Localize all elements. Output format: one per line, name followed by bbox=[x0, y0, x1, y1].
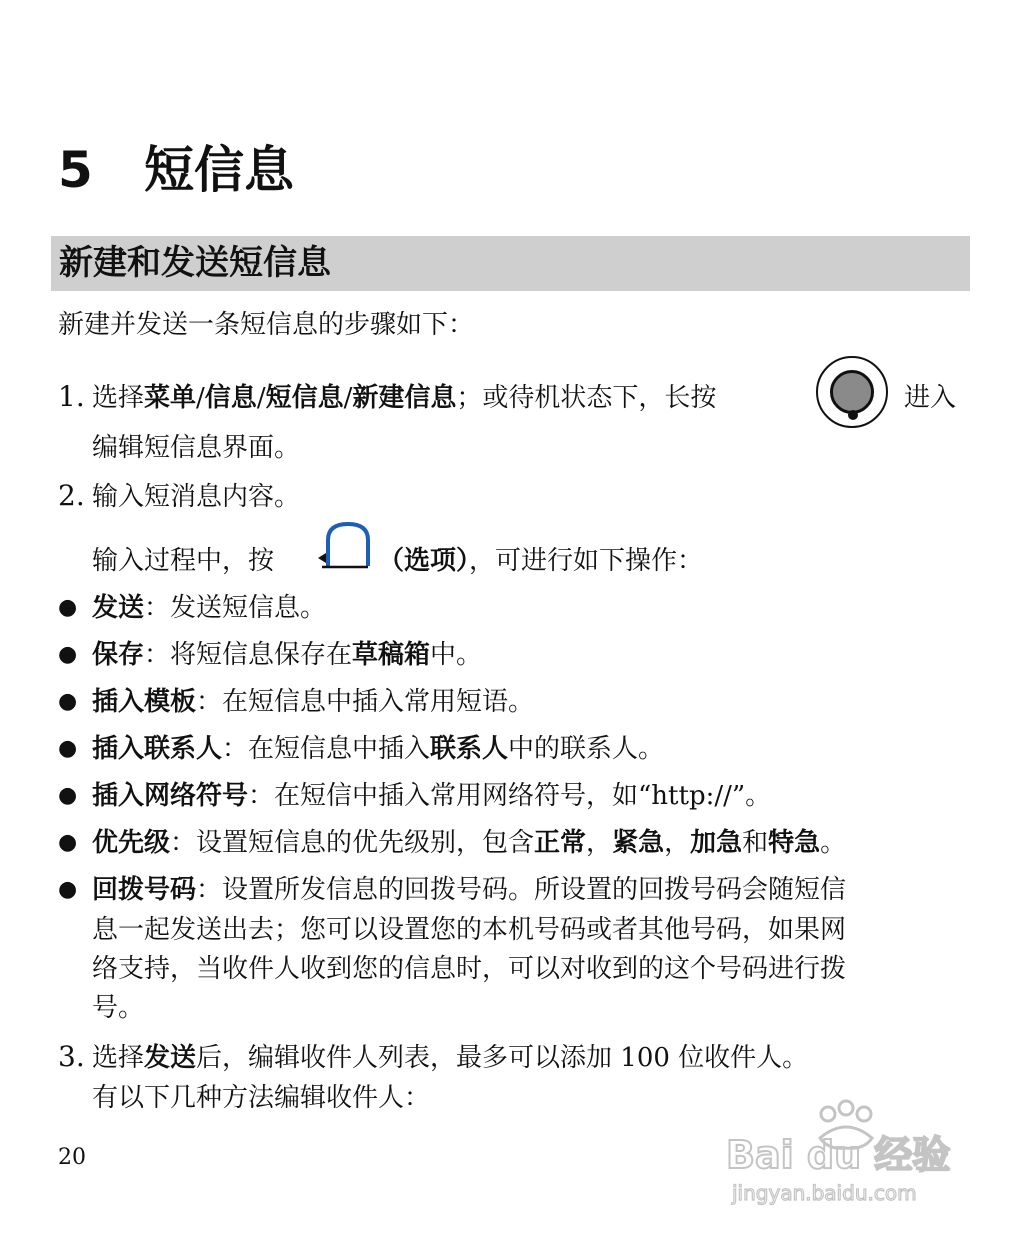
bullet-term: 优先级 bbox=[92, 828, 171, 858]
watermark-brand: Bai du 经验 bbox=[726, 1133, 951, 1177]
drafts-term: 草稿箱 bbox=[352, 640, 431, 670]
bullet-text: ， bbox=[586, 828, 613, 858]
bullet-send bbox=[92, 590, 326, 626]
chapter-heading bbox=[58, 138, 294, 202]
bullet-marker: ● bbox=[58, 830, 78, 855]
baidu-jingyan-watermark bbox=[724, 1098, 964, 1210]
express-term: 加急 bbox=[690, 828, 743, 858]
normal-term: 正常 bbox=[534, 828, 587, 858]
bullet-insert-contact bbox=[92, 731, 664, 767]
bullet-term: 插入模板 bbox=[92, 687, 197, 717]
bullet-insert-template bbox=[92, 684, 534, 720]
bullet-term: 插入联系人 bbox=[92, 734, 223, 764]
step-1-text: 选择 bbox=[92, 383, 145, 413]
emergency-term: 特急 bbox=[768, 828, 821, 858]
intro-text: 新建并发送一条短信息的步骤如下： bbox=[58, 310, 475, 340]
bullet-text: ：设置所发信息的回拨号码。所设置的回拨号码会随短信 bbox=[196, 875, 847, 905]
bullet-text: 。 bbox=[820, 828, 847, 858]
bullet-marker: ● bbox=[58, 783, 78, 808]
step-2-sub-pre: 输入过程中，按 bbox=[92, 546, 275, 576]
chapter-number: 5 bbox=[58, 141, 93, 199]
bullet-text: ：在短信息中插入常用短语。 bbox=[196, 687, 535, 717]
bullet-term: 回拨号码 bbox=[92, 875, 197, 905]
bullet-text: ， bbox=[664, 828, 691, 858]
section-title: 新建和发送短信息 bbox=[59, 243, 331, 283]
bullet-callback-cont: 息一起发送出去；您可以设置您的本机号码或者其他号码，如果网 bbox=[92, 915, 847, 945]
chapter-title: 短信息 bbox=[144, 141, 294, 199]
step-3-text: 选择 bbox=[92, 1043, 145, 1073]
section-header bbox=[51, 236, 970, 291]
bullet-term: 保存 bbox=[92, 640, 145, 670]
path-separator: / bbox=[343, 383, 353, 413]
bullet-marker: ● bbox=[58, 736, 78, 761]
step-3-text: 后，编辑收件人列表，最多可以添加 100 位收件人。 bbox=[196, 1043, 809, 1073]
contacts-term: 联系人 bbox=[430, 734, 509, 764]
step-1-line-1 bbox=[92, 380, 716, 416]
bullet-text: ：将短信息保存在 bbox=[144, 640, 353, 670]
bullet-insert-symbol bbox=[92, 778, 771, 814]
bullet-marker: ● bbox=[58, 877, 78, 902]
step-2-number: 2. bbox=[58, 479, 85, 512]
bullet-text: ：设置短信息的优先级别，包含 bbox=[170, 828, 535, 858]
bullet-text: ：发送短信息。 bbox=[144, 593, 327, 623]
new-message-term: 新建信息 bbox=[352, 383, 457, 413]
messages-term: 信息 bbox=[204, 383, 257, 413]
watermark-url: jingyan.baidu.com bbox=[732, 1181, 917, 1205]
step-1-line-2: 编辑短信息界面。 bbox=[92, 433, 301, 463]
bullet-marker: ● bbox=[58, 595, 78, 620]
bullet-callback-cont: 号。 bbox=[92, 993, 145, 1023]
bullet-callback-cont: 络支持，当收件人收到您的信息时，可以对收到的这个号码进行拨 bbox=[92, 954, 847, 984]
step-3-line-2: 有以下几种方法编辑收件人： bbox=[92, 1083, 431, 1113]
bullet-text: ：在短信息中插入 bbox=[222, 734, 431, 764]
step-1-number: 1. bbox=[58, 380, 85, 413]
step-2-sub-text: ，可进行如下操作： bbox=[469, 546, 704, 576]
step-2-sub-post bbox=[378, 543, 703, 579]
menu-term: 菜单 bbox=[144, 383, 197, 413]
step-3-line-1 bbox=[92, 1040, 808, 1076]
bullet-marker: ● bbox=[58, 642, 78, 667]
sms-term: 短信息 bbox=[265, 383, 344, 413]
ok-key-icon bbox=[816, 356, 888, 428]
bullet-term: 插入网络符号 bbox=[92, 781, 249, 811]
bullet-text: 和 bbox=[742, 828, 769, 858]
send-term: 发送 bbox=[144, 1043, 197, 1073]
page-number: 20 bbox=[58, 1145, 86, 1170]
path-separator: / bbox=[256, 383, 266, 413]
bullet-callback bbox=[92, 872, 846, 908]
step-1-text: ；或待机状态下，长按 bbox=[456, 383, 717, 413]
step-1-enter: 进入 bbox=[904, 383, 957, 413]
step-3-number: 3. bbox=[58, 1040, 85, 1073]
bullet-text: 中的联系人。 bbox=[508, 734, 665, 764]
bullet-text: 中。 bbox=[430, 640, 483, 670]
bullet-text: ：在短信中插入常用网络符号，如“http://”。 bbox=[248, 781, 772, 811]
bullet-marker: ● bbox=[58, 689, 78, 714]
path-separator: / bbox=[196, 383, 205, 413]
bullet-term: 发送 bbox=[92, 593, 145, 623]
left-softkey-icon bbox=[316, 520, 370, 572]
urgent-term: 紧急 bbox=[612, 828, 665, 858]
bullet-priority bbox=[92, 825, 846, 861]
options-term: （选项） bbox=[378, 546, 470, 576]
bullet-save bbox=[92, 637, 482, 673]
step-2-text: 输入短消息内容。 bbox=[92, 482, 301, 512]
